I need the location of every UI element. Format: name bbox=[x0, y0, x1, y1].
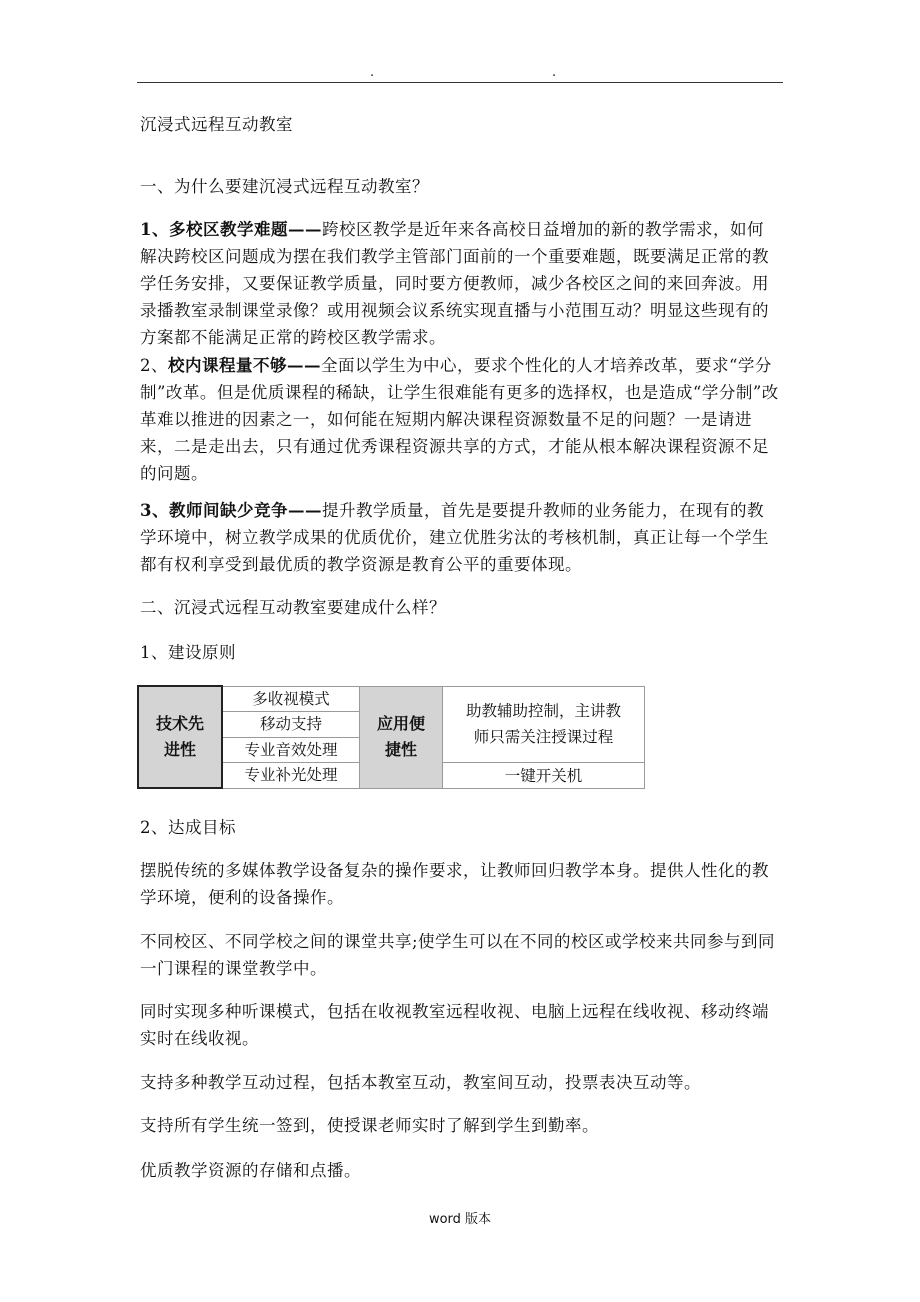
paragraph-number: 2、 bbox=[140, 356, 168, 375]
principles-table bbox=[137, 685, 645, 789]
goal-paragraph: 支持所有学生统一签到，使授课老师实时了解到学生到勤率。 bbox=[140, 1116, 599, 1135]
goal-paragraph: 优质教学资源的存储和点播。 bbox=[140, 1161, 361, 1180]
principle-item: 专业补光处理 bbox=[222, 763, 360, 789]
paragraph-course-shortage bbox=[140, 352, 780, 487]
goal-paragraph: 支持多种教学互动过程，包括本教室互动，教室间互动，投票表决互动等。 bbox=[140, 1073, 701, 1092]
footer-label: word 版本 bbox=[428, 1212, 492, 1227]
paragraph-label: 1、多校区教学难题—— bbox=[140, 220, 322, 239]
paragraph-label: 3、教师间缺少竞争—— bbox=[140, 501, 322, 520]
goals-heading: 2、达成目标 bbox=[140, 818, 236, 837]
paragraph-multi-campus bbox=[140, 216, 780, 351]
principle-easy-use: 应用便 捷性 bbox=[360, 686, 443, 788]
paragraph-teacher-competition bbox=[140, 497, 780, 578]
header-dot-left: . bbox=[370, 65, 375, 80]
header-rule bbox=[137, 82, 783, 83]
principle-item: 专业音效处理 bbox=[222, 737, 360, 763]
paragraph-text: 提升教学质量，首先是要提升教师的业务能力，在现有的教学环境中，树立教学成果的优质优价，建立优胜劣汰的考核机制，真正让每一个学生都有权利享受到最优质的教学资源是教育公平的重要体现。 bbox=[140, 501, 769, 574]
principle-tech-advanced: 技术先 进性 bbox=[138, 686, 222, 788]
principle-desc-assistant: 助教辅助控制，主讲教 师只需关注授课过程 bbox=[443, 686, 645, 763]
goal-paragraph: 摆脱传统的多媒体教学设备复杂的操作要求，让教师回归教学本身。提供人性化的教学环境，便利的设备操作。 bbox=[140, 861, 769, 907]
principle-desc-onekey: 一键开关机 bbox=[443, 763, 645, 789]
paragraph-label: 校内课程量不够—— bbox=[168, 356, 321, 375]
goal-paragraph: 同时实现多种听课模式，包括在收视教室远程收视、电脑上远程在线收视、移动终端实时在线收视。 bbox=[140, 1002, 769, 1048]
principle-item: 多收视模式 bbox=[222, 686, 360, 712]
header-dot-right: . bbox=[552, 65, 557, 80]
goal-paragraph: 不同校区、不同学校之间的课堂共享;使学生可以在不同的校区或学校来共同参与到同一门课程的课堂教学中。 bbox=[140, 932, 776, 978]
principle-item: 移动支持 bbox=[222, 712, 360, 738]
paragraph-text: 全面以学生为中心，要求个性化的人才培养改革，要求“学分制”改革。但是优质课程的稀缺，让学生很难能有更多的选择权，也是造成“学分制”改革难以推进的因素之一，如何能在短期内解决课程资源数量不足的问题？一是请进来，二是走出去，只有通过优秀课程资源共享的方式，才能从根本解决课程资源不足的问题。 bbox=[140, 356, 779, 483]
paragraph-text: 跨校区教学是近年来各高校日益增加的新的教学需求，如何解决跨校区问题成为摆在我们教学主管部门面前的一个重要难题，既要满足正常的教学任务安排，又要保证教学质量，同时要方便教师，减少各校区之间的来回奔波。用录播教室录制课堂录像？或用视频会议系统实现直播与小范围互动？明显这些现有的方案都不能满足正常的跨校区教学需求。 bbox=[140, 220, 769, 347]
document-title: 沉浸式远程互动教室 bbox=[140, 115, 293, 134]
principles-heading: 1、建设原则 bbox=[140, 643, 236, 662]
section-heading-what: 二、沉浸式远程互动教室要建成什么样？ bbox=[140, 598, 446, 617]
section-heading-why: 一、为什么要建沉浸式远程互动教室？ bbox=[140, 177, 429, 196]
